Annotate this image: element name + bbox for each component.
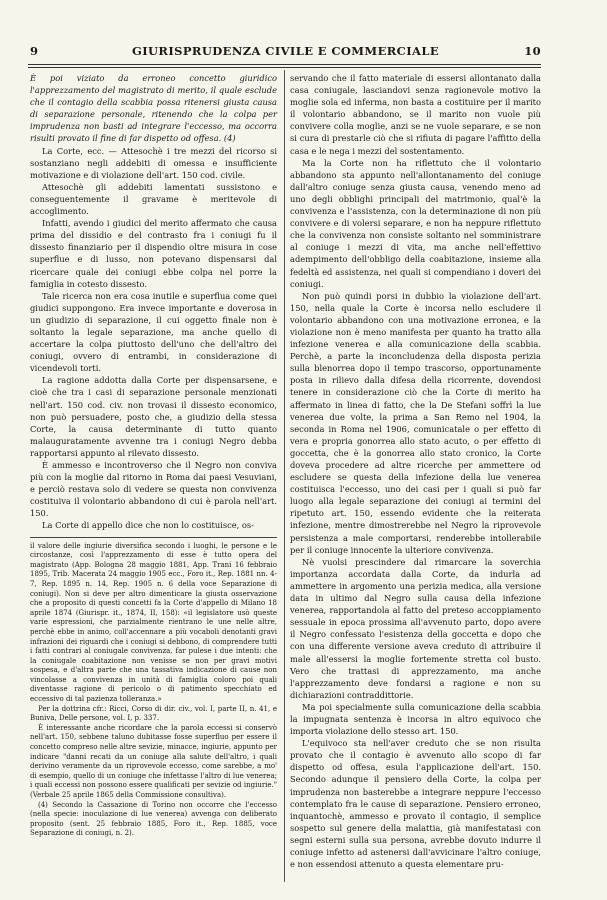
header-rule xyxy=(28,64,541,65)
body-paragraph: La ragione addotta dalla Corte per dispensarsene, e cioè che tra i casi di separazione personale menzionati nell'art. 150 cod. civ. non trovasi il dissesto economico, non può persuadere, posto che, a giudizio della stessa Corte, la causa determinante di tutto quanto malauguratamente avvenne tra i coniugi Negro debba rapportarsi appunto al rilevato dissesto. xyxy=(30,375,277,458)
body-paragraph: L'equivoco sta nell'aver creduto che se non risulta provato che il contagio è avvenuto allo scopo di far dispetto od offesa, esula l'applicazione dell'art. 150. Secondo adunque il pensiero della Corte, la colpa per imprudenza non basterebbe a integrare neppure l'eccesso contemplato fra le cause di separazione. Pensiero erroneo, inquantochè, ammesso e provato il contagio, il semplice sospetto sul genere della malattia, già manifestatasi con segni esterni sulla sua persona, avrebbe dovuto indurre il coniuge infetto ad astenersi dall'avvicinare l'altro coniuge, e non essendosi attenuto a questa elementare pru- xyxy=(290,738,541,870)
left-column xyxy=(30,72,277,839)
maxim-paragraph: È poi viziato da erroneo concetto giuridico l'apprezzamento del magistrato di merito, il quale esclude che il contagio della scabbia possa ritenersi giusta causa di separazione personale, ritenendo che la colpa per imprudenza non basti ad integrare l'eccesso, ma occorra risulti provato il fine di far dispetto od offesa. (4) xyxy=(30,73,277,144)
body-paragraph: Nè vuolsi prescindere dal rimarcare la soverchia importanza accordata dalla Corte, da indurla ad ammettere in argomento una perizia medica, alla versione data in ultimo dal Negro sulla causa della infezione venerea, rapportandola al fatto del preteso accoppiamento sessuale in epoca prossima all'avvenuto parto, dopo avere il Negro confessato l'esistenza della goccetta e dopo che con una differente versione aveva creduto di attribuire il male all'essersi la moglie fortemente stretta col busto. Vero che trattasi di apprezzamento, ma anche l'apprezzamento deve fondarsi a ragione e non su dichiarazioni contraddittorie. xyxy=(290,556,541,700)
footnote: È interessante anche ricordare che la parola eccessi si conservò nell'art. 150, sebbene taluno dubitasse fosse superfluo per essere il concetto compreso nelle altre sevizie, minacce, ingiurie, appunto per indicare "danni recati da un coniuge alla salute dell'altro, i quali derivino veramente da un riprovevole eccesso, come sarebbe, a mo' di esempio, quello di un coniuge che infettasse l'altro di lue venerea; i quali eccessi non possono essere qualificati per sevizie od ingiurie." (Verbale 25 aprile 1865 della Commissione consultiva). xyxy=(30,723,277,799)
footnotes xyxy=(30,542,277,839)
footnote: il valore delle ingiurie diversifica secondo i luoghi, le persone e le circostanze, così l'apprezzamento di esse è tutto opera del magistrato (App. Bologna 28 maggio 1881, App. Trani 16 febbraio 1895, Trib. Macerata 24 maggio 1905 ecc., Foro it., Rep. 1881 nn. 4-7, Rep. 1895 n. 14, Rep. 1905 n. 6 della voce Separazione di coniugi). Non si deve per altro dimenticare la giusta osservazione che a proposito di questi concetti fa la Corte d'appello di Milano 18 aprile 1874 (Giurispr. it., 1874, II, 158): «il legislatore usò queste varie espressioni, che parzialmente rientrano le une nelle altre, perchè ebbe in animo, coll'accennare a più vocaboli denotanti gravi infrazioni dei riguardi che i coniugi si debbono, di comprendere tutti i fatti contrari al coniugale convivenza, far pulese i due intenti: che la coniugale coabitazione non venisse se non per gravi motivi sospesa, e d'altra parte che una tassativa indicazione di cause non vincolasse a convivenza in unità di famiglia coloro poi quali diventasse ragione di pericolo o di patimento specchiato ed eccessivo di tal pazienza tolleranza.» xyxy=(30,541,277,704)
body-paragraph: È ammesso e incontroverso che il Negro non conviva più con la moglie dal ritorno in Roma dai paesi Vesuviani, e perciò restava solo di vedere se questa non convivenza costituiva il volontario abbandono di cui è parola nell'art. 150. xyxy=(30,460,277,519)
footnote-separator xyxy=(30,537,277,538)
body-paragraph: La Corte, ecc. — Attesochè i tre mezzi del ricorso si sostanziano negli addebiti di omessa e insufficiente motivazione e di violazione dell'art. 150 cod. civile. xyxy=(30,145,277,180)
body-paragraph: Attesochè gli addebiti lamentati sussistono e conseguentemente il gravame è meritevole di accoglimento. xyxy=(30,181,277,217)
body-paragraph: La Corte di appello dice che non lo costituisce, os- xyxy=(42,520,254,531)
body-paragraph: Ma poi specialmente sulla comunicazione della scabbia la impugnata sentenza è incorsa in altro equivoco che importa violazione dello stesso art. 150. xyxy=(290,701,541,737)
body-paragraph: Tale ricerca non era cosa inutile e superflua come quei giudici suppongono. Era invece importante e doverosa in un giudizio di separazione, il cui oggetto finale non è soltanto la legale separazione, ma anche quello di accertare la colpa piuttosto dell'uno che dell'altro dei coniugi, ovvero di entrambi, in considerazione di vicendevoli torti. xyxy=(30,290,277,374)
body-paragraph: Non può quindi porsi in dubbio la violazione dell'art. 150, nella quale la Corte è incorsa nello escludere il volontario abbandono con una motivazione erronea, e la violazione non è meno manifesta per quanto ha tratto alla infezione venerea e alla comunicazione della scabbia. Perchè, a parte la inconcludenza della disposta perizia sulla blenorrea dopo il tempo trascorso, opportunamente posta in rilievo dalla difesa della ricorrente, dovendosi tenere in considerazione ciò che la Corte di merito ha affermato in linea di fatto, che la De Stefani soffrì la lue venerea due volte, la prima a San Remo nel 1904, la seconda in Roma nel 1906, comunicatale o per effetto di vera e propria gonorrea allo stato acuto, o per effetto di goccetta, che è la gonorrea allo stato cronico, la Corte doveva procedere ad altre ricerche per ammettere od escludere se questa della infezione della lue venerea costituisca l'eccesso, uno dei casi per i quali si può far luogo alla legale separazione dei coniugi ai termini del ripetuto art. 150, essendo evidente che la reiterata infezione, mentre dimostrerebbe nel Negro la riprovevole persistenza a male comportarsi, renderebbe intollerabile per il coniuge innocente la ulteriore convivenza. xyxy=(290,290,541,555)
right-column xyxy=(290,72,541,870)
header-rule-double xyxy=(28,67,541,68)
running-header xyxy=(30,44,541,62)
column-divider xyxy=(284,70,285,882)
page-number-left: 9 xyxy=(30,44,39,58)
body-paragraph: servando che il fatto materiale di essersi allontanato dalla casa coniugale, lasciandovi senza ragionevole motivo la moglie sola ed inferma, non basta a costituire per il marito il volontario abbandono, se il marito non vuole più convivere colla moglie, anzi se ne vuole separare, e se non si cura di prestarle ciò che si rifiuta di pagare l'affitto della casa e le nega i mezzi del sostentamento. xyxy=(290,73,541,156)
page-number-right: 10 xyxy=(524,44,541,58)
footnote: Per la dottrina cfr.: Ricci, Corso di dir. civ., vol. I, parte II, n. 41, e Buniva, Delle persone, vol. I, p. 337. xyxy=(30,704,277,723)
body-paragraph: Infatti, avendo i giudici del merito affermato che causa prima del dissidio e del contrasto fra i coniugi fu il dissesto finanziario per il dispendio oltre misura in cose superflue e di lusso, non potevano dispensarsi dal ricercare quale dei coniugi ebbe colpa nel porre la famiglia in cotesto dissesto. xyxy=(30,218,277,289)
journal-title: GIURISPRUDENZA CIVILE E COMMERCIALE xyxy=(132,44,439,58)
body-paragraph: Ma la Corte non ha riflettuto che il volontario abbandono sta appunto nell'allontanamento del coniuge dall'altro coniuge senza giusta causa, venendo meno ad uno degli obblighi principali del matrimonio, qual'è la convivenza e l'assistenza, con la determinazione di non più convivere e di volersi separare, e non ha neppure riflettuto che la convivenza non consiste soltanto nel somministrare al coniuge i mezzi di vita, ma anche nell'effettivo adempimento dell'obbligo della coabitazione, insieme alla fedeltà ed assistenza, nei quali si compendiano i doveri dei coniugi. xyxy=(290,157,541,289)
footnote: (4) Secondo la Cassazione di Torino non occorre che l'eccesso (nella specie: inoculazione di lue venerea) avvenga con deliberato proposito (sent. 25 febbraio 1885, Foro it., Rep. 1885, voce Separazione di coniugi, n. 2). xyxy=(30,800,277,838)
